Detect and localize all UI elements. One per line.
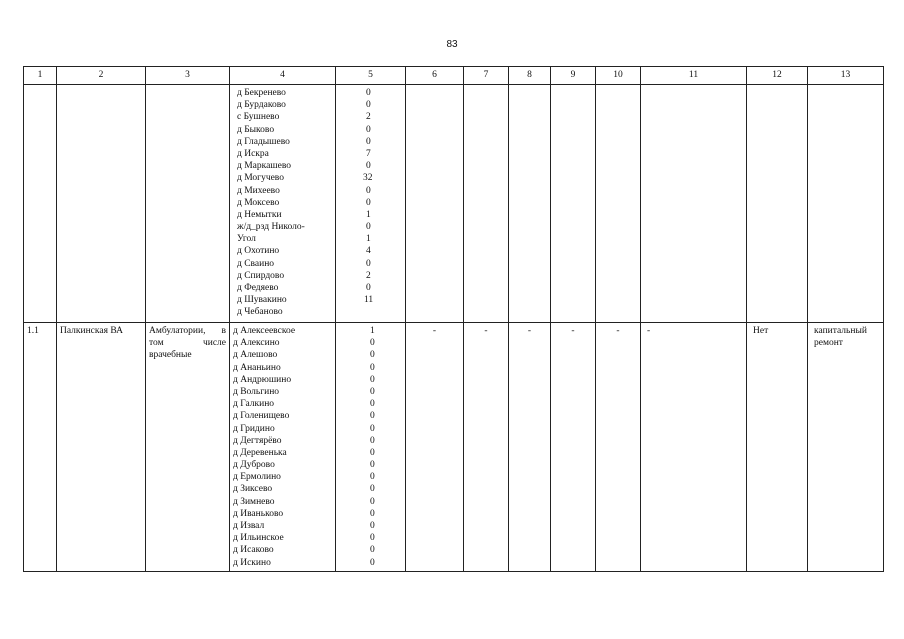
settlement-item: д Зиксево [233, 484, 273, 495]
cell-empty [641, 85, 747, 323]
value-item: 2 [366, 270, 371, 281]
value-item: 0 [366, 100, 371, 111]
value-item: 0 [370, 386, 375, 397]
settlement-item: д Алешово [233, 350, 278, 361]
settlement-item: д Андрюшино [233, 374, 292, 385]
value-item: 0 [370, 508, 375, 519]
value-item: 0 [370, 362, 375, 373]
settlement-item: д Сваино [237, 258, 275, 269]
value-item: 1 [366, 209, 371, 220]
cell-values [336, 85, 406, 323]
column-header: 3 [146, 67, 230, 85]
value-item: 0 [366, 222, 371, 233]
column-header: 6 [406, 67, 464, 85]
value-item: 0 [370, 435, 375, 446]
settlement-item: д Бекренево [237, 88, 286, 98]
value-item: 0 [366, 124, 371, 135]
settlement-item: д Ананьино [233, 362, 281, 373]
value-item: 0 [370, 472, 375, 483]
infrastructure-table [23, 66, 884, 572]
cell-settlements [230, 323, 336, 572]
settlement-item: д Алексеевское [233, 326, 296, 336]
column-header: 2 [57, 67, 146, 85]
cell-empty [551, 85, 596, 323]
settlement-item: д Дегтярёво [233, 435, 282, 446]
table-row-continuation [24, 85, 884, 323]
settlement-item: д Ермолино [233, 472, 281, 483]
value-item: 0 [370, 545, 375, 556]
cell-empty [808, 85, 884, 323]
settlement-item: д Исаково [233, 545, 274, 556]
value-item: 0 [366, 161, 371, 172]
settlement-item: д Бурдаково [237, 100, 286, 111]
cell-col6: - [406, 323, 464, 572]
column-header: 4 [230, 67, 336, 85]
cell-type: Амбулатории, в том числе врачебные [146, 323, 230, 572]
value-item: 1 [366, 234, 371, 245]
cell-values [336, 323, 406, 572]
settlement-item: д Чебаново [237, 307, 283, 318]
value-item: 0 [366, 136, 371, 147]
settlement-item: д Алексино [233, 338, 280, 349]
column-header: 12 [747, 67, 808, 85]
column-header: 1 [24, 67, 57, 85]
value-item: 2 [366, 112, 371, 123]
cell-col11: - [641, 323, 747, 572]
column-header: 7 [464, 67, 509, 85]
settlement-item: д Спирдово [237, 270, 285, 281]
cell-empty [464, 85, 509, 323]
cell-name [57, 85, 146, 323]
settlement-item: Угол [237, 234, 256, 245]
settlement-item: ж/д_рзд Николо- [237, 222, 305, 233]
value-item: 0 [366, 258, 371, 269]
cell-type [146, 85, 230, 323]
value-item: 0 [370, 521, 375, 531]
cell-num: 1.1 [24, 323, 57, 572]
cell-num [24, 85, 57, 323]
value-item: 0 [370, 399, 375, 410]
value-item: 0 [366, 283, 371, 293]
cell-col13: капитальный ремонт [808, 323, 884, 572]
settlement-item: д Шувакино [237, 295, 287, 306]
column-header: 13 [808, 67, 884, 85]
value-item: 0 [370, 484, 375, 495]
value-item: 0 [370, 533, 375, 544]
settlement-item: д Галкино [233, 399, 275, 410]
settlement-item: д Искра [237, 148, 269, 159]
cell-settlements [230, 85, 336, 323]
value-item: 0 [370, 447, 375, 458]
table-row-1-1 [24, 323, 884, 572]
value-item: 0 [366, 197, 371, 208]
value-item: 0 [370, 496, 375, 507]
cell-col9: - [551, 323, 596, 572]
settlement-item: д Моксево [237, 197, 280, 208]
value-item: 0 [370, 338, 375, 349]
cell-empty [596, 85, 641, 323]
value-item: 32 [363, 173, 373, 184]
value-item: 0 [370, 423, 375, 434]
value-item: 1 [370, 326, 375, 336]
column-header: 10 [596, 67, 641, 85]
page-number: 83 [446, 39, 458, 50]
settlement-item: д Голенищево [233, 411, 290, 422]
settlement-item: д Искино [233, 557, 271, 568]
column-header: 11 [641, 67, 747, 85]
cell-empty [406, 85, 464, 323]
cell-col8: - [509, 323, 551, 572]
settlement-item: д Зимнево [233, 496, 275, 507]
value-item: 11 [364, 295, 374, 306]
settlement-item: д Дуброво [233, 460, 275, 471]
column-header: 8 [509, 67, 551, 85]
settlement-item: д Извал [233, 521, 265, 531]
column-header: 5 [336, 67, 406, 85]
settlement-item: д Гридино [233, 423, 275, 434]
settlement-item: д Маркашево [237, 161, 292, 172]
value-item [336, 306, 402, 318]
value-item: 4 [366, 246, 371, 257]
value-item: 7 [366, 148, 371, 159]
cell-col10: - [596, 323, 641, 572]
settlement-item: д Федяево [237, 283, 279, 293]
value-item: 0 [370, 460, 375, 471]
settlement-item: д Михеево [237, 185, 280, 196]
value-item: 0 [370, 350, 375, 361]
value-item: 0 [370, 411, 375, 422]
cell-col12: Нет [747, 323, 808, 572]
header-row [24, 67, 884, 85]
settlement-item: д Немытки [237, 209, 282, 220]
settlement-item: д Охотино [237, 246, 280, 257]
cell-empty [747, 85, 808, 323]
column-header: 9 [551, 67, 596, 85]
settlement-item: д Могучево [237, 173, 284, 184]
settlement-item: с Бушнево [237, 112, 280, 123]
cell-empty [509, 85, 551, 323]
settlement-item: д Быково [237, 124, 275, 135]
cell-name: Палкинская ВА [57, 323, 146, 572]
value-item: 0 [370, 374, 375, 385]
value-item: 0 [366, 88, 371, 98]
settlement-item: д Вольгино [233, 386, 280, 397]
settlement-item: д Ильинское [233, 533, 284, 544]
value-item: 0 [366, 185, 371, 196]
settlement-item: д Иваньково [233, 508, 284, 519]
value-item: 0 [370, 557, 375, 568]
cell-col7: - [464, 323, 509, 572]
settlement-item: д Гладышево [237, 136, 290, 147]
settlement-item: д Деревенька [233, 447, 287, 458]
